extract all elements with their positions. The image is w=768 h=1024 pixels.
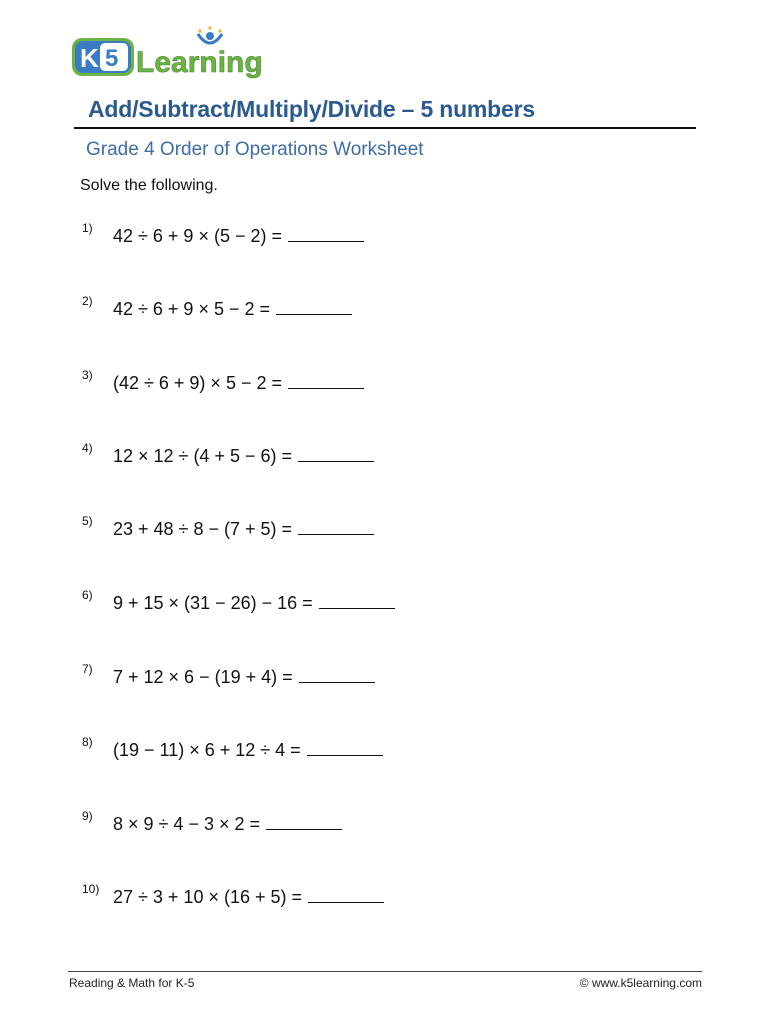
answer-blank[interactable] bbox=[276, 296, 352, 315]
problem-expression: 42 ÷ 6 + 9 × 5 − 2 = bbox=[113, 296, 352, 320]
problem-expression: 12 × 12 ÷ (4 + 5 − 6) = bbox=[113, 443, 374, 467]
problem-expression: 8 × 9 ÷ 4 − 3 × 2 = bbox=[113, 811, 342, 835]
problem-number: 4) bbox=[82, 441, 93, 455]
problem-expression: 7 + 12 × 6 − (19 + 4) = bbox=[113, 664, 375, 688]
answer-blank[interactable] bbox=[307, 737, 383, 756]
answer-blank[interactable] bbox=[308, 884, 384, 903]
k5-learning-logo bbox=[70, 26, 270, 82]
worksheet-subtitle: Grade 4 Order of Operations Worksheet bbox=[86, 139, 424, 160]
problem-number: 10) bbox=[82, 882, 100, 896]
problem-expression: (19 − 11) × 6 + 12 ÷ 4 = bbox=[113, 737, 383, 761]
title-divider bbox=[74, 127, 696, 129]
answer-blank[interactable] bbox=[266, 811, 342, 830]
problem-expression: 9 + 15 × (31 − 26) − 16 = bbox=[113, 590, 395, 614]
answer-blank[interactable] bbox=[298, 516, 374, 535]
answer-blank[interactable] bbox=[288, 223, 364, 242]
problem-number: 9) bbox=[82, 809, 93, 823]
problem-number: 5) bbox=[82, 514, 93, 528]
problem-number: 2) bbox=[82, 294, 93, 308]
worksheet-title: Add/Subtract/Multiply/Divide – 5 numbers bbox=[88, 96, 535, 122]
problem-number: 6) bbox=[82, 588, 93, 602]
svg-text:K: K bbox=[80, 43, 99, 73]
problem-number: 3) bbox=[82, 368, 93, 382]
footer-copyright: © www.k5learning.com bbox=[579, 976, 702, 990]
problem-number: 8) bbox=[82, 735, 93, 749]
answer-blank[interactable] bbox=[319, 590, 395, 609]
problem-expression: (42 ÷ 6 + 9) × 5 − 2 = bbox=[113, 370, 364, 394]
answer-blank[interactable] bbox=[299, 664, 375, 683]
svg-text:Learning: Learning bbox=[136, 46, 263, 79]
problem-expression: 27 ÷ 3 + 10 × (16 + 5) = bbox=[113, 884, 384, 908]
problem-number: 1) bbox=[82, 221, 93, 235]
problem-number: 7) bbox=[82, 662, 93, 676]
problem-expression: 42 ÷ 6 + 9 × (5 − 2) = bbox=[113, 223, 364, 247]
answer-blank[interactable] bbox=[298, 443, 374, 462]
svg-text:5: 5 bbox=[105, 45, 119, 72]
footer-tagline: Reading & Math for K-5 bbox=[69, 976, 195, 990]
footer-divider bbox=[68, 971, 702, 972]
answer-blank[interactable] bbox=[288, 370, 364, 389]
problem-expression: 23 + 48 ÷ 8 − (7 + 5) = bbox=[113, 516, 374, 540]
instructions: Solve the following. bbox=[80, 177, 218, 194]
